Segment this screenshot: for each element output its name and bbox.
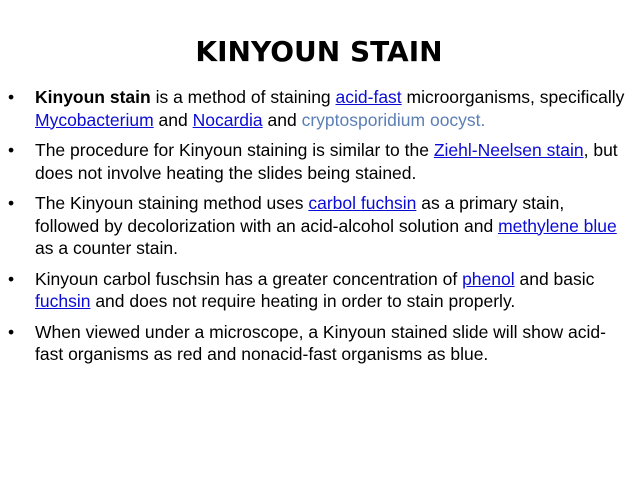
bullet-dot: •: [8, 193, 15, 213]
bullet-item-1: [8, 86, 632, 131]
term-kinyoun-stain: Kinyoun stain: [35, 87, 151, 107]
bullet-dot: •: [8, 321, 15, 342]
bullet-item-5: [8, 321, 632, 366]
link-mycobacterium[interactable]: Mycobacterium: [35, 109, 154, 130]
bullet-dot: •: [8, 140, 15, 160]
bullet-list: [8, 86, 632, 374]
bullet-text: and: [153, 109, 193, 130]
link-carbol-fuchsin[interactable]: carbol fuchsin: [308, 193, 417, 213]
bullet-dot: •: [8, 268, 15, 289]
link-phenol[interactable]: phenol: [462, 268, 515, 289]
bullet-text: is a method of staining: [150, 87, 336, 107]
bullet-item-3: [8, 192, 632, 260]
link-ziehl-neelsen-stain[interactable]: Ziehl-Neelsen stain: [433, 140, 584, 160]
bullet-text: as a primary stain, followed by decolorization with an acid-alcohol solution and: [35, 193, 565, 236]
link-methylene-blue[interactable]: methylene blue: [498, 215, 617, 236]
bullet-text: as a counter stain.: [35, 238, 178, 258]
bullet-text: and does not require heating in order to stain properly.: [90, 291, 516, 311]
text-cryptosporidium: cryptosporidium oocyst.: [301, 109, 486, 130]
bullet-item-4: [8, 268, 632, 313]
bullet-text: microorganisms, specifically: [401, 87, 625, 107]
link-nocardia[interactable]: Nocardia: [192, 109, 263, 130]
bullet-text: and basic: [514, 268, 595, 289]
slide-title: KINYOUN STAIN: [195, 35, 443, 68]
bullet-text: , but does not involve heating the slides being stained.: [35, 140, 618, 183]
bullet-text: When viewed under a microscope, a Kinyoun stained slide will show acid-fast organisms as red and nonacid-fast organisms as blue.: [35, 321, 606, 364]
link-acid-fast[interactable]: acid-fast: [335, 87, 402, 107]
bullet-text: The procedure for Kinyoun staining is similar to the: [35, 140, 434, 160]
bullet-text: and: [262, 109, 302, 130]
bullet-item-2: [8, 139, 632, 184]
bullet-text: Kinyoun carbol fuschsin has a greater concentration of: [35, 268, 463, 289]
bullet-text: The Kinyoun staining method uses: [35, 193, 309, 213]
bullet-dot: •: [8, 87, 15, 107]
link-fuchsin[interactable]: fuchsin: [35, 291, 91, 311]
